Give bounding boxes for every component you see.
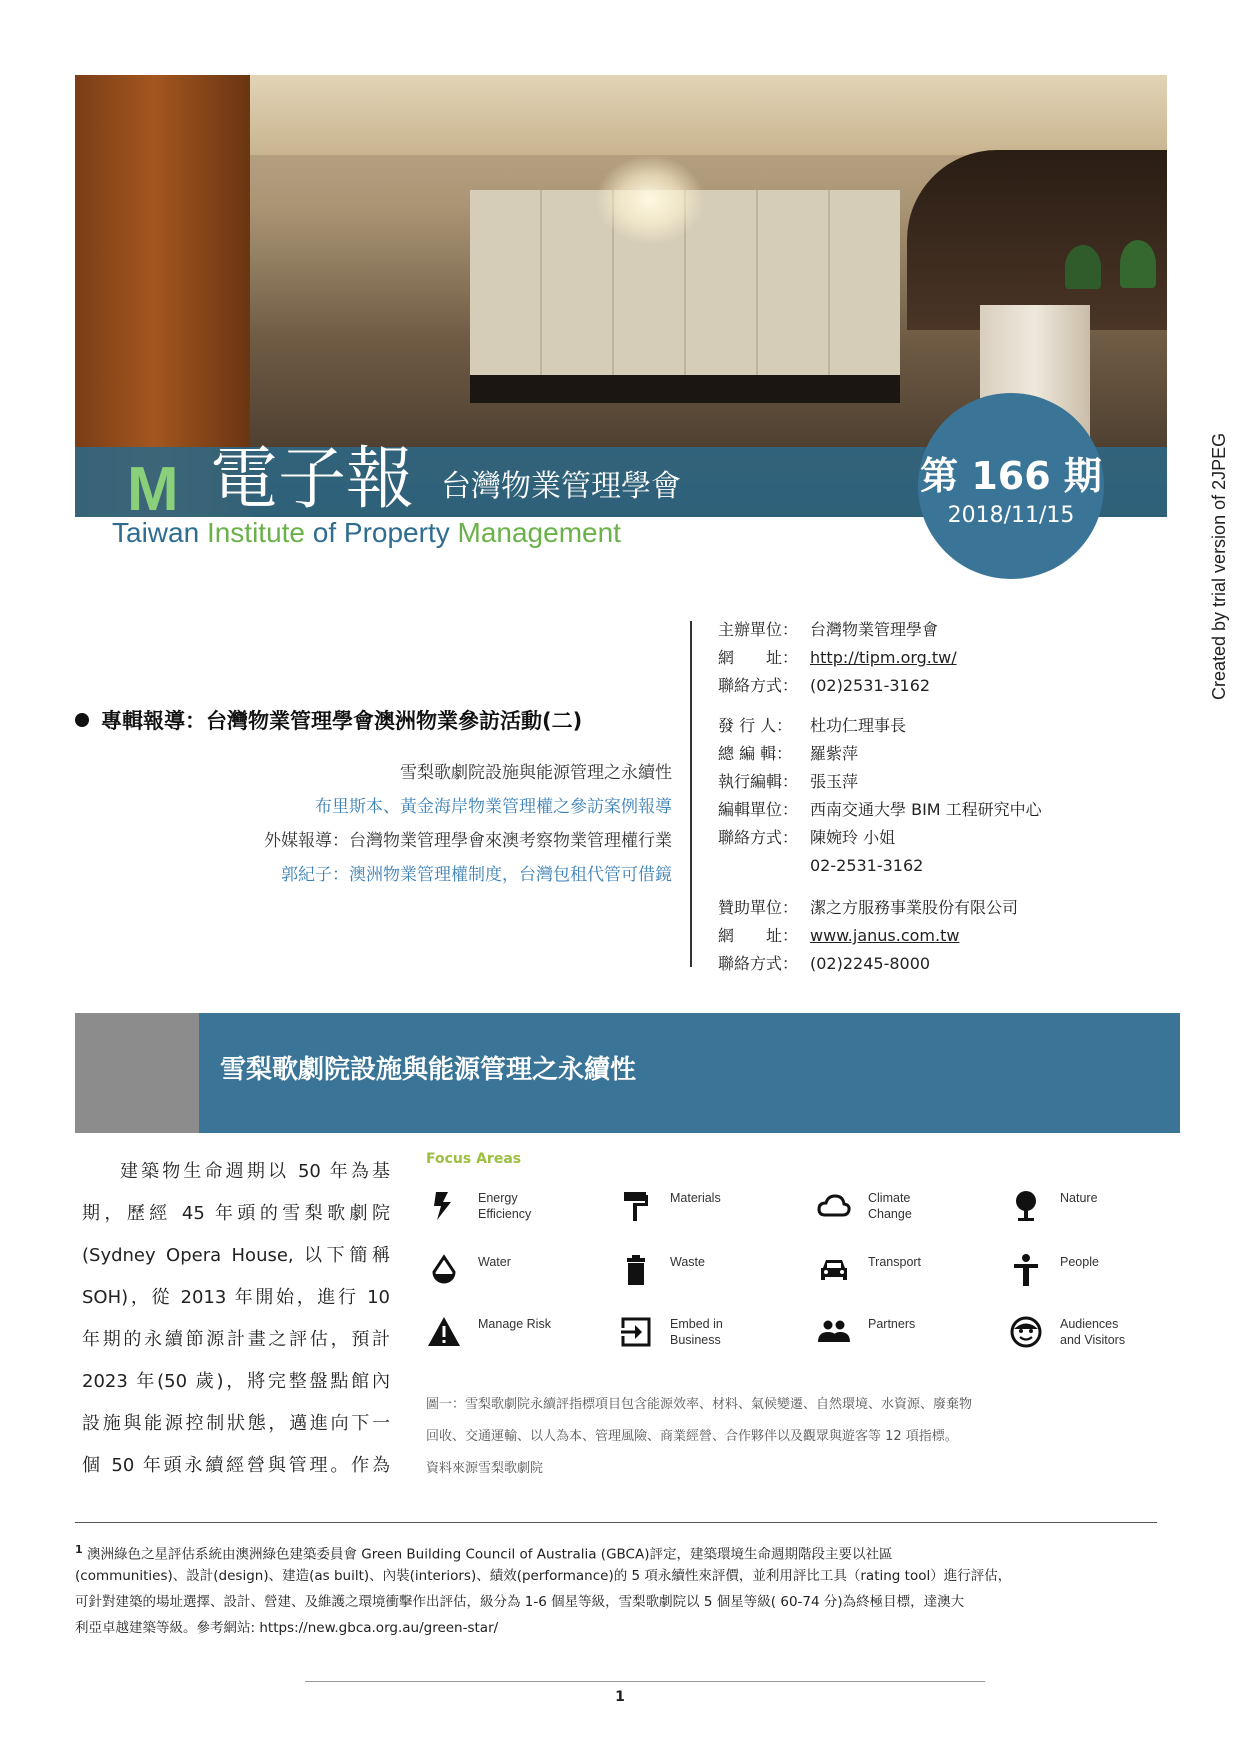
info-organizer: [718, 620, 938, 640]
masthead-divider: [690, 621, 692, 967]
focus-label-line: Energy: [478, 1191, 518, 1205]
org-en-part: of Property: [305, 517, 458, 548]
toc-item[interactable]: 雪梨歌劇院設施與能源管理之永續性: [400, 763, 672, 783]
embed-arrow-icon: [618, 1314, 654, 1350]
org-en-part: Management: [457, 517, 621, 548]
org-en-part: Institute: [206, 517, 305, 548]
focus-label: [1060, 1254, 1099, 1270]
focus-label: [868, 1190, 912, 1222]
footnote-line[interactable]: 利亞卓越建築等級。參考網站: https://new.gbca.org.au/green-star/: [75, 1620, 499, 1636]
partners-icon: [816, 1314, 852, 1350]
focus-label-line: Change: [868, 1207, 912, 1221]
footnote-line: (communities)、設計(design)、建造(as built)、內裝(interiors)、績效(performance)的 5 項永續性來評價，並利用評比工具（rating tool）進行評估，: [75, 1568, 1012, 1584]
photo-plant: [1120, 240, 1156, 288]
photo-shelf: [907, 150, 1167, 330]
lightning-icon: [426, 1188, 462, 1224]
car-icon: [816, 1252, 852, 1288]
page-footer-rule: [305, 1681, 985, 1682]
info-label: 網 址：: [718, 648, 799, 667]
info-website: [718, 648, 957, 668]
info-editing-unit: [718, 800, 1042, 820]
focus-label: [1060, 1316, 1125, 1348]
trash-bin-icon: [618, 1252, 654, 1288]
issue-number: 第 166 期: [920, 454, 1102, 498]
info-sponsor-website: [718, 926, 959, 946]
warning-triangle-icon: [426, 1314, 462, 1350]
info-label: 主辦單位：: [718, 620, 799, 639]
body-text-line: 設施與能源控制狀態，邁進向下一: [82, 1413, 390, 1434]
body-text-line: 建築物生命週期以 50 年為基: [120, 1161, 390, 1182]
figure-caption: 回收、交通運輸、以人為本、管理風險、商業經營、合作夥伴以及觀眾與遊客等 12 項指標。: [426, 1429, 958, 1444]
footnote-line: [75, 1541, 1165, 1564]
info-value: 西南交通大學 BIM 工程研究中心: [810, 800, 1042, 819]
focus-label: [478, 1190, 531, 1222]
info-value: (02)2245-8000: [810, 954, 931, 973]
figure-caption: 圖一：雪梨歌劇院永續評指標項目包含能源效率、材料、氣候變遷、自然環境、水資源、廢棄物: [426, 1397, 973, 1412]
info-editing-contact: [718, 828, 895, 848]
issue-badge: [918, 393, 1104, 579]
paint-roller-icon: [618, 1188, 654, 1224]
info-label: 編輯單位：: [718, 800, 799, 819]
focus-label-line: Materials: [670, 1191, 721, 1205]
info-label: 贊助單位：: [718, 898, 799, 917]
page-number: 1: [615, 1689, 625, 1705]
focus-label: [670, 1254, 705, 1270]
newsletter-title: 電子報: [210, 440, 415, 517]
sponsor-website-link[interactable]: www.janus.com.tw: [810, 926, 960, 945]
org-en-part: Taiwan: [112, 517, 207, 548]
body-text-line: 2023 年(50 歲)，將完整盤點館內: [82, 1371, 390, 1392]
focus-label: [1060, 1190, 1098, 1206]
institute-name-en: [112, 516, 621, 550]
focus-label: [868, 1316, 915, 1332]
toc-item[interactable]: 布里斯本、黃金海岸物業管理權之參訪案例報導: [315, 797, 672, 817]
focus-label: [670, 1190, 721, 1206]
focus-label-line: Nature: [1060, 1191, 1098, 1205]
body-text-line: (Sydney Opera House, 以下簡稱: [82, 1245, 390, 1266]
body-text-line: 年期的永續節源計畫之評估，預計: [82, 1329, 390, 1350]
body-text-line: SOH)，從 2013 年開始，進行 10: [82, 1287, 390, 1308]
tree-icon: [1008, 1188, 1044, 1224]
info-publisher: [718, 716, 906, 736]
info-sponsor: [718, 898, 1018, 918]
feature-heading: [75, 707, 582, 735]
info-value: 杜功仁理事長: [810, 716, 907, 735]
info-value: 張玉萍: [810, 772, 859, 791]
info-chief-editor: [718, 744, 858, 764]
focus-label-line: Transport: [868, 1255, 922, 1269]
smiley-face-icon: [1008, 1314, 1044, 1350]
photo-plant: [1065, 245, 1101, 289]
focus-label-line: People: [1060, 1255, 1099, 1269]
focus-label-line: Waste: [670, 1255, 705, 1269]
institute-name-zh: 台灣物業管理學會: [441, 469, 681, 504]
focus-label: [478, 1316, 551, 1332]
focus-label-line: Embed in: [670, 1317, 723, 1331]
info-value: 台灣物業管理學會: [810, 620, 939, 639]
footnote-text: 澳洲綠色之星評估系統由澳洲綠色建築委員會 Green Building Council of Australia (GBCA)評定，建築環境生命週期階段主要以社區: [86, 1546, 893, 1563]
trial-watermark: Created by trial version of 2JPEG: [1209, 432, 1229, 700]
toc-item[interactable]: 外媒報導：台灣物業管理學會來澳考察物業管理權行業: [264, 831, 672, 851]
info-label: 聯絡方式：: [718, 828, 799, 847]
info-value: (02)2531-3162: [810, 676, 931, 695]
footnote-rule: [75, 1522, 1157, 1523]
cloud-icon: [816, 1188, 852, 1224]
info-editing-phone: [718, 856, 923, 876]
footnote-line: 可針對建築的場址選擇、設計、營建、及維護之環境衝擊作出評估，級分為 1-6 個星等級，雪梨歌劇院以 5 個星等級( 60-74 分)為終極目標，達澳大: [75, 1594, 965, 1610]
info-contact: [718, 676, 930, 696]
focus-label: [868, 1254, 921, 1270]
website-link[interactable]: http://tipm.org.tw/: [810, 648, 957, 667]
feature-heading-text: 專輯報導：台灣物業管理學會澳洲物業參訪活動(二): [101, 709, 583, 733]
info-value: 02-2531-3162: [810, 856, 924, 875]
info-value: 羅紫萍: [810, 744, 859, 763]
photo-chandelier: [595, 155, 705, 245]
focus-label-line: and Visitors: [1060, 1333, 1126, 1347]
water-drop-icon: [426, 1252, 462, 1288]
issue-date: 2018/11/15: [947, 503, 1075, 528]
focus-label-line: Efficiency: [478, 1207, 532, 1221]
info-value: 陳婉玲 小姐: [810, 828, 896, 847]
info-sponsor-contact: [718, 954, 930, 974]
body-text-line: 個 50 年頭永續經營與管理。作為: [82, 1455, 390, 1476]
focus-label-line: Partners: [868, 1317, 916, 1331]
info-label: 聯絡方式：: [718, 676, 799, 695]
photo-counter: [470, 375, 900, 403]
section-title: 雪梨歌劇院設施與能源管理之永續性: [220, 1055, 637, 1085]
focus-label-line: Manage Risk: [478, 1317, 551, 1331]
info-label: 總 編 輯：: [718, 744, 793, 763]
focus-label-line: Water: [478, 1255, 511, 1269]
focus-label-line: Audiences: [1060, 1317, 1119, 1331]
focus-label: [670, 1316, 723, 1348]
toc-item[interactable]: 郭紀子：澳洲物業管理權制度，台灣包租代管可借鏡: [281, 865, 672, 885]
person-icon: [1008, 1252, 1044, 1288]
logo-letter: M: [127, 455, 179, 517]
figure-source: 資料來源雪梨歌劇院: [426, 1461, 544, 1476]
info-label: 發 行 人：: [718, 716, 793, 735]
info-exec-editor: [718, 772, 858, 792]
info-value: 潔之方服務事業股份有限公司: [810, 898, 1019, 917]
bullet-icon: [75, 713, 89, 727]
focus-areas-title: Focus Areas: [426, 1151, 522, 1167]
focus-label: [478, 1254, 511, 1270]
info-label: 網 址：: [718, 926, 799, 945]
body-text-line: 期，歷經 45 年頭的雪梨歌劇院: [82, 1203, 390, 1224]
focus-label-line: Climate: [868, 1191, 911, 1205]
info-label: 執行編輯：: [718, 772, 799, 791]
footnote-marker: 1: [75, 1543, 83, 1556]
section-header-accent: [75, 1013, 199, 1133]
focus-label-line: Business: [670, 1333, 721, 1347]
info-label: 聯絡方式：: [718, 954, 799, 973]
